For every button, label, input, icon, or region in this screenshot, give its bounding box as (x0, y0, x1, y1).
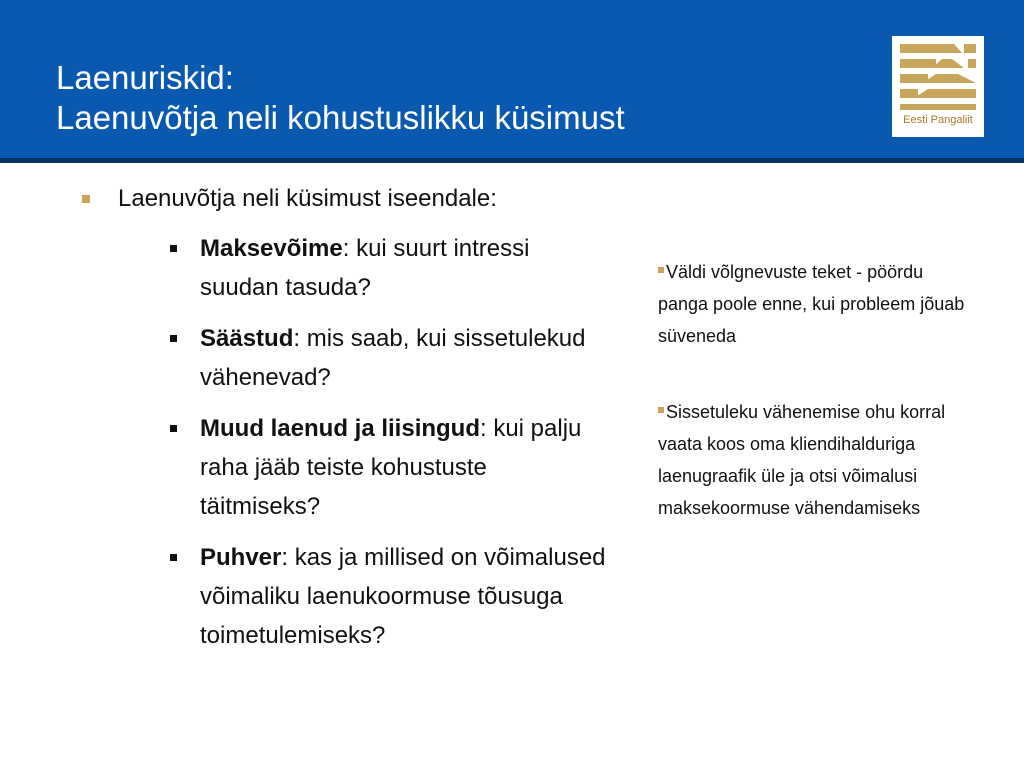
square-bullet-icon (170, 554, 177, 561)
square-bullet-icon (170, 335, 177, 342)
question-text: : mis saab, kui sissetulekud vähenevad? (200, 325, 586, 391)
slide-title (56, 58, 625, 138)
side-note-text: Väldi võlgnevuste teket - pöördu panga poole enne, kui probleem jõuab süveneda (658, 262, 965, 346)
question-text: : kui suurt intressi suudan tasuda? (200, 235, 530, 301)
side-note-2 (658, 396, 978, 524)
side-note-text: Sissetuleku vähenemise ohu korral vaata koos oma kliendihalduriga laenugraafik üle ja otsi võimalusi maksekoormuse vähendamiseks (658, 402, 946, 518)
question-term: Puhver (200, 544, 282, 571)
square-bullet-icon (82, 195, 90, 203)
main-bullet-list (80, 184, 606, 655)
small-square-bullet-icon (658, 407, 664, 413)
question-list (118, 229, 606, 655)
title-line-1: Laenuriskid: (56, 59, 234, 96)
question-item-muud-laenud (162, 409, 610, 526)
side-note-1 (658, 256, 978, 352)
question-text: : kas ja millised on võimalused võimaliku laenukoormuse tõusuga toimetulemiseks? (200, 544, 606, 649)
square-bullet-icon (170, 425, 177, 432)
question-term: Säästud (200, 325, 294, 352)
question-item-maksevoime (162, 229, 610, 307)
logo-text: Eesti Pangaliit (903, 114, 973, 126)
question-item-saastud (162, 319, 610, 397)
eesti-pangaliit-logo (892, 36, 984, 137)
question-item-puhver (162, 538, 610, 655)
header-divider (0, 158, 1024, 163)
question-term: Muud laenud ja liisingud (200, 415, 480, 442)
list-heading-item (80, 184, 606, 655)
small-square-bullet-icon (658, 267, 664, 273)
list-heading: Laenuvõtja neli küsimust iseendale: (118, 185, 497, 212)
question-term: Maksevõime (200, 235, 343, 262)
square-bullet-icon (170, 245, 177, 252)
question-text: : kui palju raha jääb teiste kohustuste täitmiseks? (200, 415, 582, 520)
title-line-2: Laenuvõtja neli kohustuslikku küsimust (56, 99, 625, 136)
